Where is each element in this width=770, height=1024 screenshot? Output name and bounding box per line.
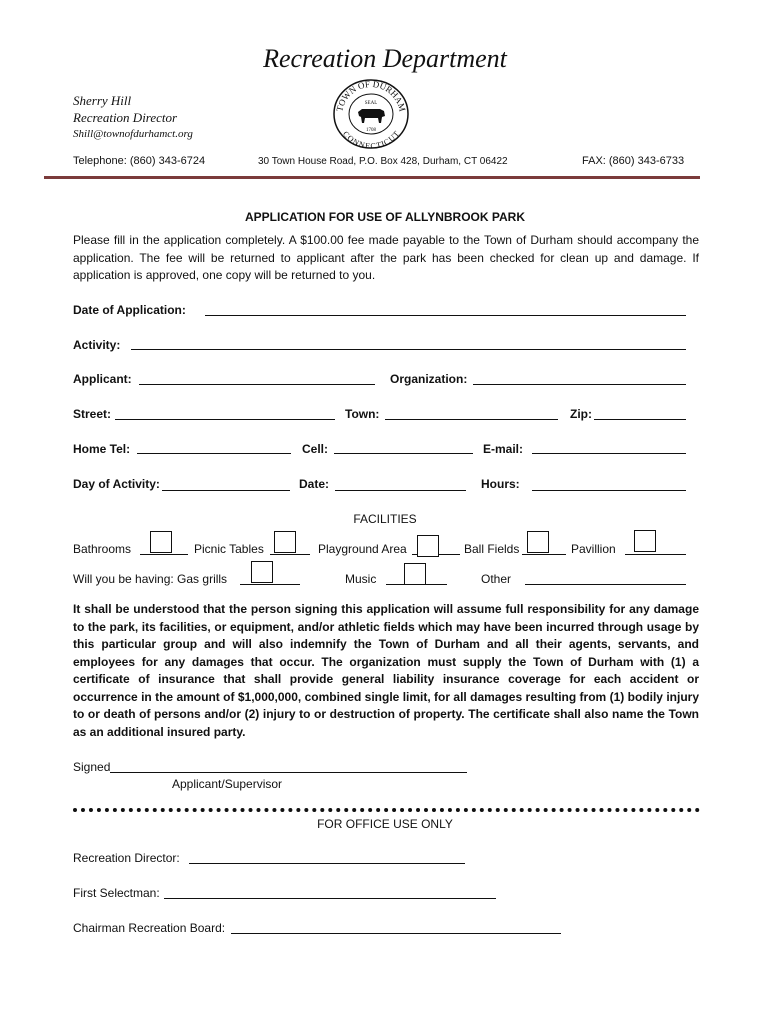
home-tel-field[interactable] [137,453,291,454]
gas-grills-underline [240,584,300,585]
picnic-tables-label: Picnic Tables [194,542,264,556]
header-divider [44,176,700,179]
ball-fields-label: Ball Fields [464,542,520,556]
chairman-label: Chairman Recreation Board: [73,921,226,935]
applicant-label: Applicant: [73,372,132,386]
date-label: Date: [299,477,330,491]
date-of-application-field[interactable] [205,315,686,316]
gas-grills-label: Will you be having: Gas grills [73,572,228,586]
hours-label: Hours: [481,477,520,491]
bathrooms-underline [140,554,188,555]
telephone: Telephone: (860) 343-6724 [73,155,206,167]
street-label: Street: [73,407,112,421]
playground-area-checkbox[interactable] [417,535,439,557]
pavillion-underline [625,554,686,555]
seal-top-text: TOWN OF DURHAM [334,78,408,113]
ball-fields-underline [522,554,566,555]
intro-paragraph: Please fill in the application completely. A $100.00 fee made payable to the Town of Durham should accompany the application. The fee will be returned to applicant after the park has been checked for clean up and damage. If application is approved, one copy will be returned to you. [73,233,699,282]
first-selectman-field[interactable] [164,898,496,899]
bathrooms-label: Bathrooms [73,542,132,556]
day-of-activity-label: Day of Activity: [73,477,160,491]
bathrooms-checkbox[interactable] [150,531,172,553]
director-email: Shill@townofdurhamct.org [73,128,193,140]
facilities-heading: FACILITIES [353,512,417,526]
svg-text:TOWN OF DURHAM [334,79,407,113]
gas-grills-checkbox[interactable] [251,561,273,583]
page-title: Recreation Department [263,44,507,73]
pavillion-checkbox[interactable] [634,530,656,552]
fax: FAX: (860) 343-6733 [582,155,685,167]
town-label: Town: [345,407,380,421]
hours-field[interactable] [532,490,686,491]
town-field[interactable] [385,419,558,420]
other-field[interactable] [525,584,686,585]
activity-label: Activity: [73,338,121,352]
cell-label: Cell: [302,442,329,456]
street-field[interactable] [115,419,335,420]
town-seal-logo [332,78,410,150]
recreation-director-field[interactable] [189,863,465,864]
applicant-supervisor-caption: Applicant/Supervisor [172,777,283,791]
activity-field[interactable] [131,349,686,350]
liability-paragraph: It shall be understood that the person signing this application will assume full responsibility for any damage to the park, its facilities, or equipment, and/or athletic fields which may have been incurred through usage by this particular group and will also indemnify the Town of Durham and all their agents, servants, and employees for any damages that occur. The organization must supply the Town of Durham with (1) a certificate of insurance that shall provide general liability insurance coverage for each accident or occurrence in the amount of $1,000,000, combined single limit, for all damages resulting from (1) bodily injury to or death of persons and/or (2) injury to or destruction of property. The certificate shall also name the Town as an additional insured party. [73,602,699,739]
form-heading: APPLICATION FOR USE OF ALLYNBROOK PARK [244,210,525,224]
organization-field[interactable] [473,384,686,385]
date-field[interactable] [335,490,466,491]
seal-bottom-text: CONNECTICUT [341,129,402,150]
music-label: Music [345,572,377,586]
director-role: Recreation Director [73,110,178,125]
ball-fields-checkbox[interactable] [527,531,549,553]
zip-label: Zip: [570,407,592,421]
signature-field[interactable] [110,772,467,773]
cell-field[interactable] [334,453,473,454]
recreation-director-label: Recreation Director: [73,851,180,865]
cow-icon [358,109,385,123]
chairman-field[interactable] [231,933,561,934]
applicant-field[interactable] [139,384,375,385]
date-of-application-label: Date of Application: [73,303,186,317]
director-name: Sherry Hill [73,93,132,108]
picnic-tables-underline [270,554,310,555]
first-selectman-label: First Selectman: [73,886,160,900]
picnic-tables-checkbox[interactable] [274,531,296,553]
email-field[interactable] [532,453,686,454]
seal-center-bottom: 1708 [366,128,376,133]
seal-center-top: SEAL [364,101,378,106]
music-checkbox[interactable] [404,563,426,585]
office-use-heading: FOR OFFICE USE ONLY [317,817,453,831]
pavillion-label: Pavillion [571,542,616,556]
playground-area-label: Playground Area [318,542,407,556]
signed-label: Signed [73,760,111,774]
address: 30 Town House Road, P.O. Box 428, Durham, CT 06422 [258,156,508,167]
email-label: E-mail: [483,442,524,456]
zip-field[interactable] [594,419,686,420]
day-of-activity-field[interactable] [162,490,290,491]
other-label: Other [481,572,512,586]
home-tel-label: Home Tel: [73,442,131,456]
organization-label: Organization: [390,372,468,386]
dotted-separator [73,808,700,812]
